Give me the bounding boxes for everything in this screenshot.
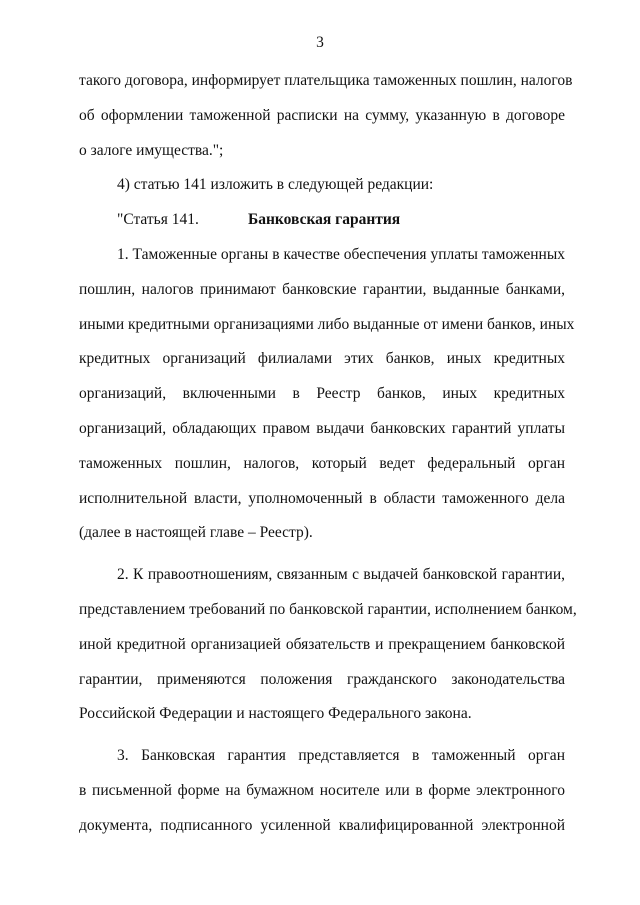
text-line: 2. К правоотношениям, связанным с выдачей банковской гарантии, [117, 566, 565, 584]
text-line: 4) статью 141 изложить в следующей редакции: [117, 176, 434, 194]
text-line: документа, подписанного усиленной квалифицированной электронной [79, 816, 565, 834]
text-line: гарантии, применяются положения гражданского законодательства [79, 670, 565, 688]
text-line: об оформлении таможенной расписки на сумму, указанную в договоре [79, 106, 565, 124]
text-line: иными кредитными организациями либо выданные от имени банков, иных [79, 315, 575, 333]
text-line: организаций, включенными в Реестр банков, иных кредитных [79, 385, 565, 403]
text-line: таможенных пошлин, налогов, который ведет федеральный орган [79, 454, 565, 472]
text-line: исполнительной власти, уполномоченный в области таможенного дела [79, 489, 565, 507]
text-line: иной кредитной организацией обязательств и прекращением банковской [79, 635, 565, 653]
article-heading [79, 203, 565, 238]
article-number: "Статья 141. [117, 211, 199, 229]
text-line: о залоге имущества."; [79, 141, 224, 159]
text-line: в письменной форме на бумажном носителе или в форме электронного [79, 781, 565, 799]
text-line: 1. Таможенные органы в качестве обеспечения уплаты таможенных [117, 245, 565, 263]
text-line: Российской Федерации и настоящего Федерального закона. [79, 705, 472, 723]
text-line: кредитных организаций филиалами этих банков, иных кредитных [79, 350, 565, 368]
text-line: (далее в настоящей главе – Реестр). [79, 524, 313, 542]
text-line: такого договора, информирует плательщика таможенных пошлин, налогов [79, 72, 573, 89]
document-body [79, 64, 577, 844]
article-title: Банковская гарантия [248, 211, 401, 229]
page-number: 3 [316, 34, 324, 51]
text-line: организаций, обладающих правом выдачи банковских гарантий уплаты [79, 419, 565, 437]
text-line: 3. Банковская гарантия представляется в таможенный орган [117, 747, 565, 765]
text-line: представлением требований по банковской гарантии, исполнением банком, [79, 600, 577, 618]
text-line: пошлин, налогов принимают банковские гарантии, выданные банками, [79, 280, 565, 298]
